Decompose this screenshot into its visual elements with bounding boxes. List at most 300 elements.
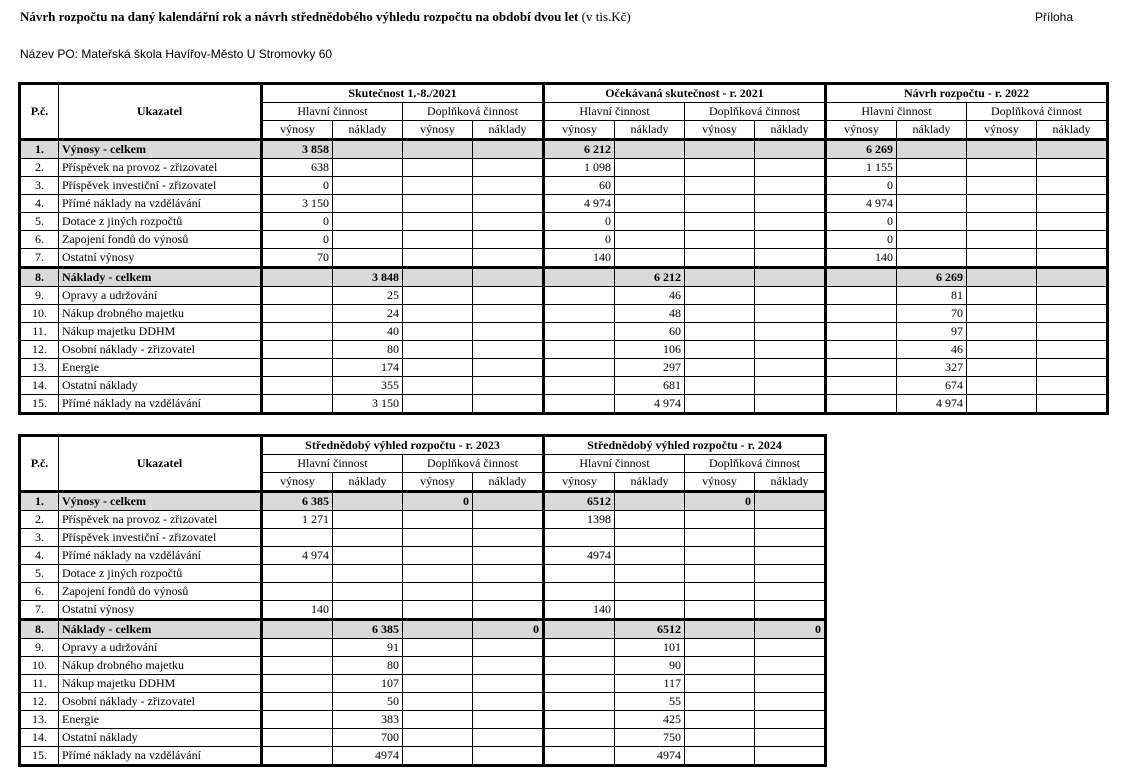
value-cell [1037, 305, 1108, 323]
value-cell: 90 [615, 657, 685, 675]
row-label: Přímé náklady na vzdělávání [59, 195, 262, 213]
header-revenue: výnosy [967, 121, 1037, 140]
value-cell [755, 529, 826, 547]
value-cell [1037, 268, 1108, 287]
table-body [20, 492, 826, 766]
value-cell [403, 341, 473, 359]
table-row-total [20, 268, 1108, 287]
value-cell [262, 305, 333, 323]
header-costs: náklady [755, 473, 826, 492]
row-number: 4. [20, 195, 59, 213]
group-header-actual-2021: Skutečnost 1.-8./2021 [262, 84, 544, 103]
value-cell [262, 565, 333, 583]
value-cell [403, 231, 473, 249]
value-cell [615, 231, 685, 249]
value-cell [826, 305, 897, 323]
table-row [20, 305, 1108, 323]
row-label: Náklady - celkem [59, 620, 262, 639]
value-cell [755, 747, 826, 766]
value-cell [755, 729, 826, 747]
row-label: Dotace z jiných rozpočtů [59, 213, 262, 231]
value-cell [403, 620, 473, 639]
value-cell [262, 323, 333, 341]
row-number: 13. [20, 711, 59, 729]
value-cell: 0 [826, 231, 897, 249]
value-cell [403, 511, 473, 529]
row-label: Opravy a udržování [59, 287, 262, 305]
row-number: 3. [20, 177, 59, 195]
value-cell [685, 323, 755, 341]
value-cell [403, 195, 473, 213]
row-number: 10. [20, 657, 59, 675]
value-cell [333, 492, 403, 511]
value-cell [1037, 213, 1108, 231]
value-cell: 3 150 [333, 395, 403, 414]
value-cell [755, 565, 826, 583]
value-cell [967, 195, 1037, 213]
value-cell [967, 359, 1037, 377]
value-cell [685, 195, 755, 213]
header-main-activity: Hlavní činnost [544, 455, 685, 473]
value-cell [544, 359, 615, 377]
value-cell [1037, 195, 1108, 213]
value-cell [755, 213, 826, 231]
row-label: Náklady - celkem [59, 268, 262, 287]
row-label: Přímé náklady na vzdělávání [59, 747, 262, 766]
value-cell [403, 693, 473, 711]
row-label: Nákup majetku DDHM [59, 675, 262, 693]
value-cell [1037, 231, 1108, 249]
value-cell: 0 [685, 492, 755, 511]
value-cell: 81 [897, 287, 967, 305]
value-cell [755, 492, 826, 511]
value-cell [897, 177, 967, 195]
value-cell: 0 [755, 620, 826, 639]
table-row [20, 583, 826, 601]
table-header [20, 436, 826, 492]
row-number: 7. [20, 601, 59, 620]
row-label: Energie [59, 711, 262, 729]
value-cell [333, 231, 403, 249]
header-pc: P.č. [20, 84, 59, 140]
row-number: 1. [20, 492, 59, 511]
value-cell [473, 249, 544, 268]
header-row-groups [20, 436, 826, 455]
value-cell [1037, 159, 1108, 177]
value-cell: 24 [333, 305, 403, 323]
value-cell [544, 395, 615, 414]
value-cell [544, 711, 615, 729]
value-cell [544, 729, 615, 747]
table-row [20, 511, 826, 529]
value-cell [473, 341, 544, 359]
value-cell [755, 195, 826, 213]
header-revenue: výnosy [685, 121, 755, 140]
header-indicator: Ukazatel [59, 84, 262, 140]
table-row [20, 529, 826, 547]
value-cell [685, 583, 755, 601]
row-label: Ostatní výnosy [59, 601, 262, 620]
value-cell [1037, 377, 1108, 395]
header-revenue: výnosy [544, 473, 615, 492]
value-cell [262, 620, 333, 639]
row-number: 3. [20, 529, 59, 547]
row-number: 11. [20, 323, 59, 341]
header-secondary-activity: Doplňková činnost [967, 103, 1108, 121]
value-cell [473, 583, 544, 601]
value-cell [473, 231, 544, 249]
value-cell [685, 601, 755, 620]
value-cell [333, 511, 403, 529]
table-row [20, 195, 1108, 213]
value-cell [967, 395, 1037, 414]
row-label: Dotace z jiných rozpočtů [59, 565, 262, 583]
value-cell: 6 385 [262, 492, 333, 511]
value-cell [967, 249, 1037, 268]
value-cell: 6 269 [826, 140, 897, 159]
header-revenue: výnosy [262, 121, 333, 140]
value-cell [544, 747, 615, 766]
value-cell [685, 305, 755, 323]
value-cell [685, 747, 755, 766]
value-cell: 70 [262, 249, 333, 268]
value-cell [826, 268, 897, 287]
value-cell [544, 583, 615, 601]
value-cell: 101 [615, 639, 685, 657]
value-cell [403, 675, 473, 693]
value-cell: 4 974 [615, 395, 685, 414]
value-cell [685, 159, 755, 177]
value-cell [615, 177, 685, 195]
value-cell [333, 565, 403, 583]
value-cell [1037, 249, 1108, 268]
value-cell [685, 620, 755, 639]
value-cell [403, 159, 473, 177]
header-costs: náklady [473, 121, 544, 140]
value-cell [403, 639, 473, 657]
value-cell: 1398 [544, 511, 615, 529]
value-cell [897, 213, 967, 231]
value-cell [262, 287, 333, 305]
value-cell: 383 [333, 711, 403, 729]
value-cell: 4974 [615, 747, 685, 766]
value-cell [1037, 140, 1108, 159]
value-cell [755, 305, 826, 323]
value-cell: 0 [473, 620, 544, 639]
row-number: 9. [20, 287, 59, 305]
header-secondary-activity: Doplňková činnost [403, 455, 544, 473]
row-label: Nákup majetku DDHM [59, 323, 262, 341]
value-cell: 91 [333, 639, 403, 657]
value-cell: 1 155 [826, 159, 897, 177]
row-label: Přímé náklady na vzdělávání [59, 547, 262, 565]
value-cell [685, 377, 755, 395]
table-row-total [20, 140, 1108, 159]
header-revenue: výnosy [403, 473, 473, 492]
value-cell [897, 140, 967, 159]
value-cell: 80 [333, 341, 403, 359]
value-cell: 1 271 [262, 511, 333, 529]
value-cell [685, 639, 755, 657]
value-cell [755, 547, 826, 565]
value-cell [403, 657, 473, 675]
value-cell [473, 159, 544, 177]
value-cell [897, 231, 967, 249]
table-row [20, 213, 1108, 231]
value-cell [262, 747, 333, 766]
value-cell [473, 711, 544, 729]
table-row [20, 693, 826, 711]
value-cell: 4 974 [262, 547, 333, 565]
value-cell [473, 657, 544, 675]
value-cell [1037, 341, 1108, 359]
value-cell [333, 159, 403, 177]
value-cell [755, 359, 826, 377]
value-cell [403, 268, 473, 287]
header-indicator: Ukazatel [59, 436, 262, 492]
value-cell [967, 213, 1037, 231]
value-cell [615, 601, 685, 620]
table-row [20, 159, 1108, 177]
value-cell: 46 [897, 341, 967, 359]
value-cell [685, 547, 755, 565]
value-cell: 3 848 [333, 268, 403, 287]
row-number: 4. [20, 547, 59, 565]
value-cell [473, 377, 544, 395]
value-cell: 0 [544, 231, 615, 249]
value-cell: 60 [615, 323, 685, 341]
row-label: Osobní náklady - zřizovatel [59, 341, 262, 359]
value-cell: 681 [615, 377, 685, 395]
value-cell [473, 675, 544, 693]
attachment-label: Příloha [1035, 10, 1074, 24]
page-title [20, 9, 631, 25]
value-cell: 700 [333, 729, 403, 747]
table-row [20, 601, 826, 620]
value-cell [473, 565, 544, 583]
value-cell [473, 693, 544, 711]
row-number: 13. [20, 359, 59, 377]
value-cell [403, 395, 473, 414]
value-cell [967, 177, 1037, 195]
budget-table-outlook [18, 434, 827, 767]
row-number: 15. [20, 395, 59, 414]
value-cell [333, 583, 403, 601]
value-cell [826, 377, 897, 395]
value-cell [685, 657, 755, 675]
header-costs: náklady [1037, 121, 1108, 140]
value-cell [685, 140, 755, 159]
row-label: Zapojení fondů do výnosů [59, 231, 262, 249]
value-cell [755, 268, 826, 287]
value-cell [262, 711, 333, 729]
row-label: Ostatní výnosy [59, 249, 262, 268]
value-cell [1037, 287, 1108, 305]
header-row-groups [20, 84, 1108, 103]
value-cell [967, 159, 1037, 177]
header-costs: náklady [755, 121, 826, 140]
value-cell [897, 159, 967, 177]
value-cell [473, 305, 544, 323]
value-cell [685, 359, 755, 377]
value-cell [755, 675, 826, 693]
row-number: 12. [20, 341, 59, 359]
value-cell [967, 305, 1037, 323]
row-number: 11. [20, 675, 59, 693]
value-cell [1037, 323, 1108, 341]
value-cell: 327 [897, 359, 967, 377]
value-cell: 174 [333, 359, 403, 377]
row-label: Nákup drobného majetku [59, 657, 262, 675]
header-pc: P.č. [20, 436, 59, 492]
value-cell [685, 287, 755, 305]
table-row [20, 747, 826, 766]
value-cell [333, 177, 403, 195]
value-cell [755, 231, 826, 249]
value-cell [897, 249, 967, 268]
header-costs: náklady [473, 473, 544, 492]
value-cell [403, 323, 473, 341]
row-label: Energie [59, 359, 262, 377]
value-cell: 140 [544, 601, 615, 620]
value-cell: 40 [333, 323, 403, 341]
value-cell [897, 195, 967, 213]
value-cell [755, 159, 826, 177]
value-cell: 6 269 [897, 268, 967, 287]
group-header-outlook-2023: Střednědobý výhled rozpočtu - r. 2023 [262, 436, 544, 455]
group-header-proposal-2022: Návrh rozpočtu - r. 2022 [826, 84, 1108, 103]
value-cell: 46 [615, 287, 685, 305]
value-cell [333, 601, 403, 620]
value-cell [755, 323, 826, 341]
row-label: Příspěvek investiční - zřizovatel [59, 529, 262, 547]
row-number: 7. [20, 249, 59, 268]
value-cell [473, 323, 544, 341]
value-cell: 6 212 [544, 140, 615, 159]
value-cell: 0 [544, 213, 615, 231]
row-label: Výnosy - celkem [59, 492, 262, 511]
organization-name: Název PO: Mateřská škola Havířov-Město U Stromovky 60 [20, 47, 333, 61]
value-cell [826, 287, 897, 305]
header-revenue: výnosy [826, 121, 897, 140]
header-revenue: výnosy [544, 121, 615, 140]
value-cell [967, 231, 1037, 249]
budget-table-current [18, 82, 1109, 415]
table-row [20, 395, 1108, 414]
value-cell: 140 [262, 601, 333, 620]
header-secondary-activity: Doplňková činnost [685, 455, 826, 473]
value-cell [262, 639, 333, 657]
value-cell [685, 511, 755, 529]
value-cell [755, 177, 826, 195]
value-cell: 4 974 [897, 395, 967, 414]
value-cell [755, 511, 826, 529]
value-cell [967, 287, 1037, 305]
row-number: 6. [20, 231, 59, 249]
row-label: Příspěvek investiční - zřizovatel [59, 177, 262, 195]
header-main-activity: Hlavní činnost [262, 455, 403, 473]
unit-note: (v tis.Kč) [581, 9, 631, 24]
value-cell [333, 547, 403, 565]
value-cell: 80 [333, 657, 403, 675]
value-cell: 355 [333, 377, 403, 395]
header-main-activity: Hlavní činnost [544, 103, 685, 121]
header-main-activity: Hlavní činnost [262, 103, 403, 121]
value-cell [615, 547, 685, 565]
value-cell [755, 601, 826, 620]
value-cell [262, 341, 333, 359]
row-label: Příspěvek na provoz - zřizovatel [59, 159, 262, 177]
value-cell: 0 [403, 492, 473, 511]
page-title-text: Návrh rozpočtu na daný kalendářní rok a návrh střednědobého výhledu rozpočtu na období dvou let [20, 9, 579, 24]
value-cell: 25 [333, 287, 403, 305]
value-cell [544, 287, 615, 305]
value-cell: 1 098 [544, 159, 615, 177]
value-cell [544, 693, 615, 711]
value-cell [544, 323, 615, 341]
value-cell [685, 693, 755, 711]
row-number: 9. [20, 639, 59, 657]
value-cell [544, 305, 615, 323]
value-cell [262, 268, 333, 287]
row-label: Přímé náklady na vzdělávání [59, 395, 262, 414]
row-number: 14. [20, 377, 59, 395]
value-cell [544, 529, 615, 547]
value-cell [544, 377, 615, 395]
value-cell [333, 529, 403, 547]
row-number: 2. [20, 511, 59, 529]
value-cell [544, 657, 615, 675]
value-cell [615, 529, 685, 547]
table-row-total [20, 492, 826, 511]
value-cell [473, 529, 544, 547]
value-cell [403, 213, 473, 231]
value-cell [473, 492, 544, 511]
header-revenue: výnosy [262, 473, 333, 492]
value-cell: 60 [544, 177, 615, 195]
value-cell [615, 583, 685, 601]
value-cell: 6 385 [333, 620, 403, 639]
value-cell [826, 359, 897, 377]
value-cell: 3 150 [262, 195, 333, 213]
row-label: Osobní náklady - zřizovatel [59, 693, 262, 711]
value-cell [473, 639, 544, 657]
value-cell [755, 287, 826, 305]
value-cell [755, 395, 826, 414]
value-cell: 117 [615, 675, 685, 693]
value-cell [473, 287, 544, 305]
value-cell [755, 657, 826, 675]
value-cell [615, 249, 685, 268]
value-cell: 106 [615, 341, 685, 359]
value-cell: 674 [897, 377, 967, 395]
row-number: 1. [20, 140, 59, 159]
value-cell: 3 858 [262, 140, 333, 159]
row-number: 5. [20, 565, 59, 583]
table-row-total [20, 620, 826, 639]
row-label: Opravy a udržování [59, 639, 262, 657]
value-cell [333, 249, 403, 268]
value-cell: 0 [262, 177, 333, 195]
header-costs: náklady [615, 473, 685, 492]
value-cell [544, 341, 615, 359]
value-cell [403, 140, 473, 159]
value-cell: 107 [333, 675, 403, 693]
row-number: 14. [20, 729, 59, 747]
value-cell [967, 140, 1037, 159]
value-cell: 750 [615, 729, 685, 747]
value-cell [473, 140, 544, 159]
